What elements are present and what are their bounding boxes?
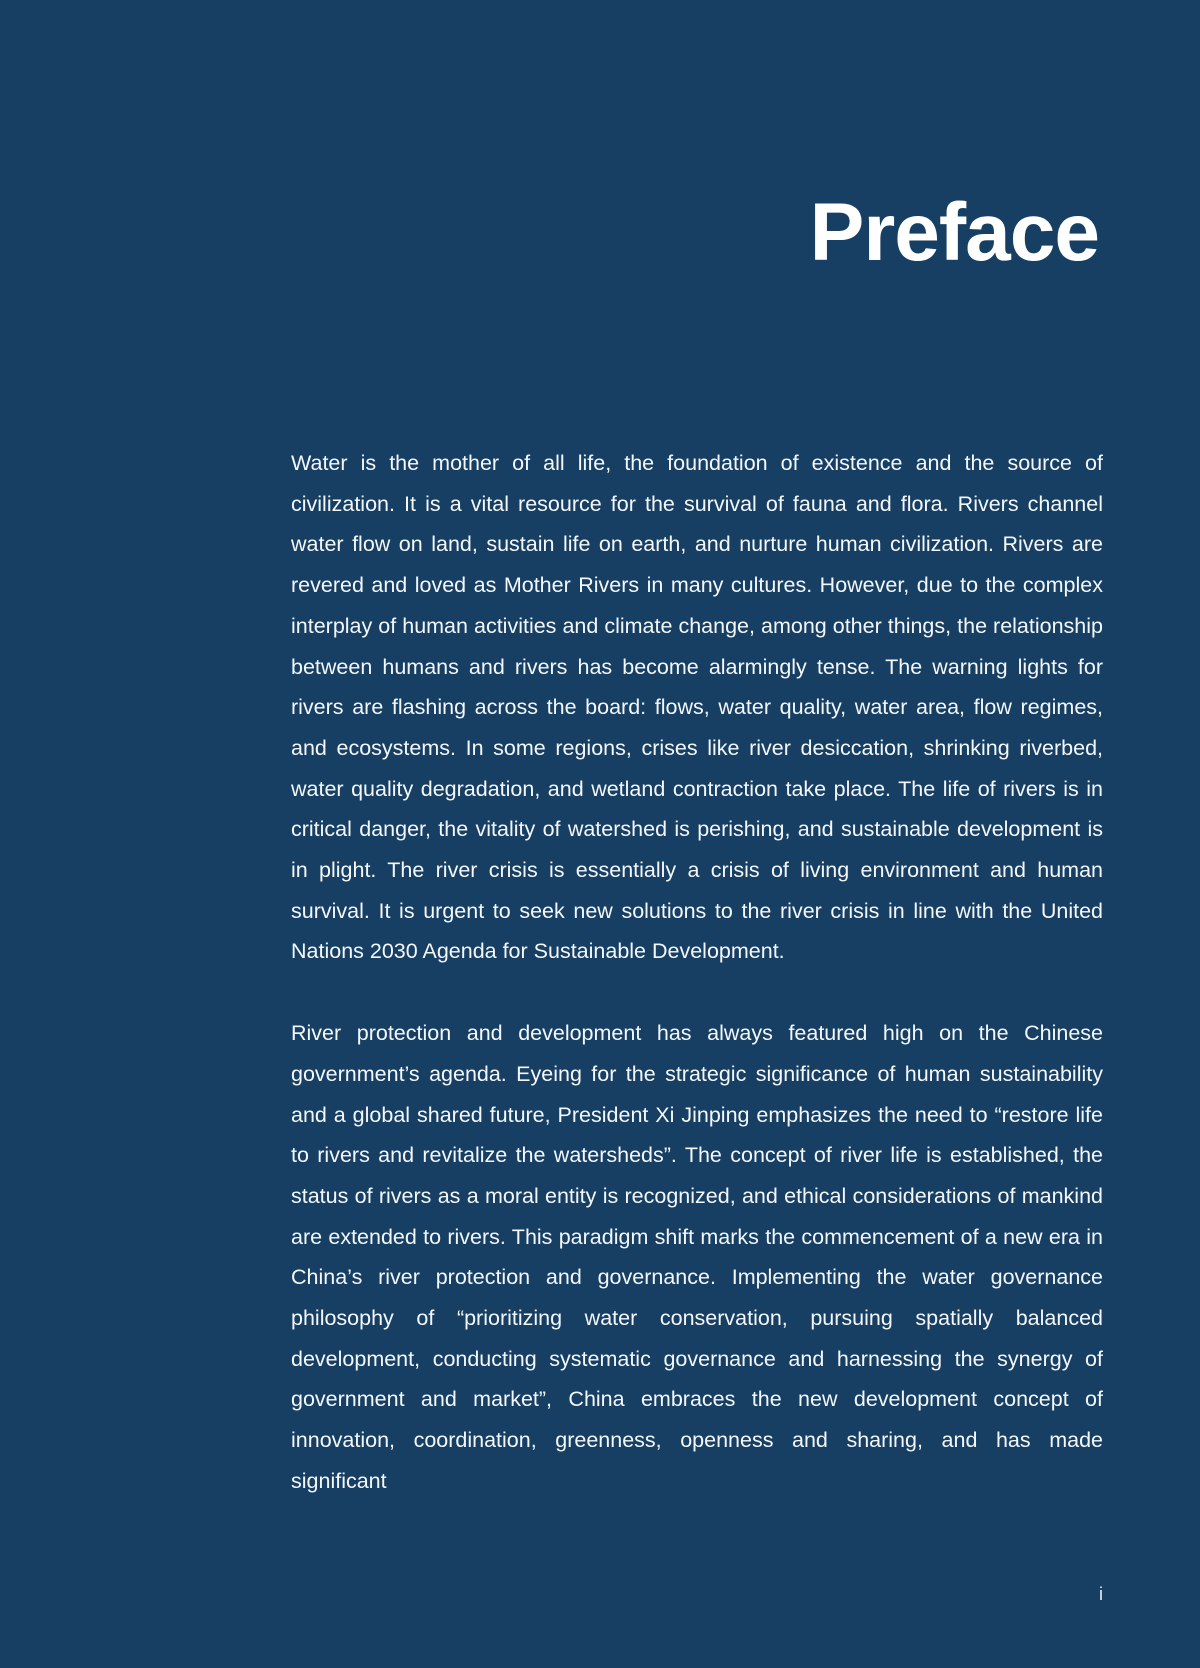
paragraph-1: Water is the mother of all life, the foundation of existence and the source of civilization. It is a vital resource for the survival of fauna and flora. Rivers channel water flow on land, sustain life on earth, and nurture human civilization. Rivers are revered and loved as Mother Rivers in many cultures. However, due to the complex interplay of human activities and climate change, among other things, the relationship between humans and rivers has become alarmingly tense. The warning lights for rivers are flashing across the board: flows, water quality, water area, flow regimes, and ecosystems. In some regions, crises like river desiccation, shrinking riverbed, water quality degradation, and wetland contraction take place. The life of rivers is in critical danger, the vitality of watershed is perishing, and sustainable development is in plight. The river crisis is essentially a crisis of living environment and human survival. It is urgent to seek new solutions to the river crisis in line with the United Nations 2030 Agenda for Sustainable Development. xyxy=(291,451,1103,964)
page-title: Preface xyxy=(809,187,1099,278)
page-number: i xyxy=(1099,1584,1103,1604)
body-text xyxy=(291,443,1103,1543)
paragraph-2: River protection and development has always featured high on the Chinese government’s agenda. Eyeing for the strategic significance of human sustainability and a global shared future, President Xi Jinping emphasizes the need to “restore life to rivers and revitalize the watersheds”. The concept of river life is established, the status of rivers as a moral entity is recognized, and ethical considerations of mankind are extended to rivers. This paradigm shift marks the commencement of a new era in China’s river protection and governance. Implementing the water governance philosophy of “prioritizing water conservation, pursuing spatially balanced development, conducting systematic governance and harnessing the synergy of government and market”, China embraces the new development concept of innovation, coordination, greenness, openness and sharing, and has made significant xyxy=(291,1021,1103,1493)
